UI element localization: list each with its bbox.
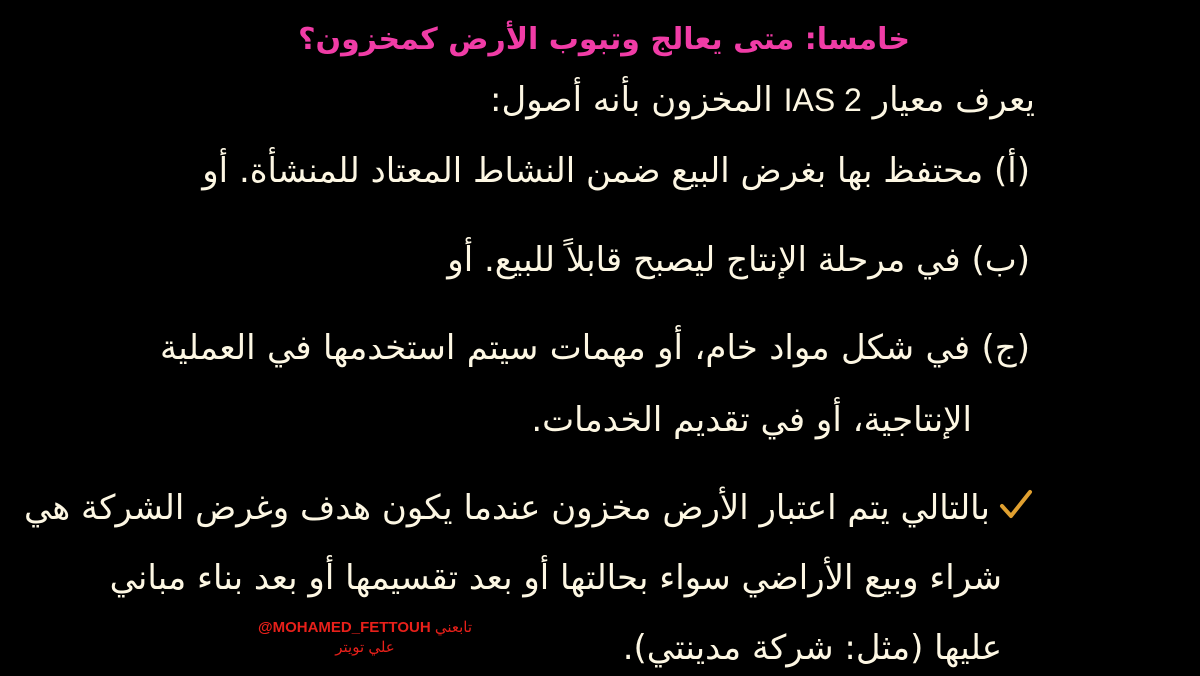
standard-label: IAS 2 [783,82,862,118]
watermark-follow: تابعني [434,619,473,636]
intro-prefix: يعرف معيار [872,80,1035,120]
watermark-platform: علي تويتر [335,639,395,656]
item-a: (أ) محتفظ بها بغرض البيع ضمن النشاط المعتاد للمنشأة. أو [202,151,1030,191]
twitter-watermark [220,618,510,658]
watermark-handle: @MOHAMED_FETTOUH [257,619,431,636]
item-c-line2: الإنتاجية، أو في تقديم الخدمات. [531,400,972,440]
item-b: (ب) في مرحلة الإنتاج ليصبح قابلاً للبيع. أو [447,240,1030,280]
slide-title: خامسا: متى يعالج وتبوب الأرض كمخزون؟ [298,22,910,57]
conclusion-line3: عليها (مثل: شركة مدينتي). [622,628,1002,668]
watermark-line1 [220,618,510,638]
conclusion-line2: شراء وبيع الأراضي سواء بحالتها أو بعد تقسيمها أو بعد بناء مباني [109,558,1002,598]
intro-suffix: المخزون بأنه أصول: [490,80,773,120]
intro-line [490,72,1035,128]
item-c-line1: (ج) في شكل مواد خام، أو مهمات سيتم استخدمها في العملية [160,328,1030,368]
conclusion-line1: بالتالي يتم اعتبار الأرض مخزون عندما يكون هدف وغرض الشركة هي [23,488,990,528]
check-icon [996,484,1036,524]
